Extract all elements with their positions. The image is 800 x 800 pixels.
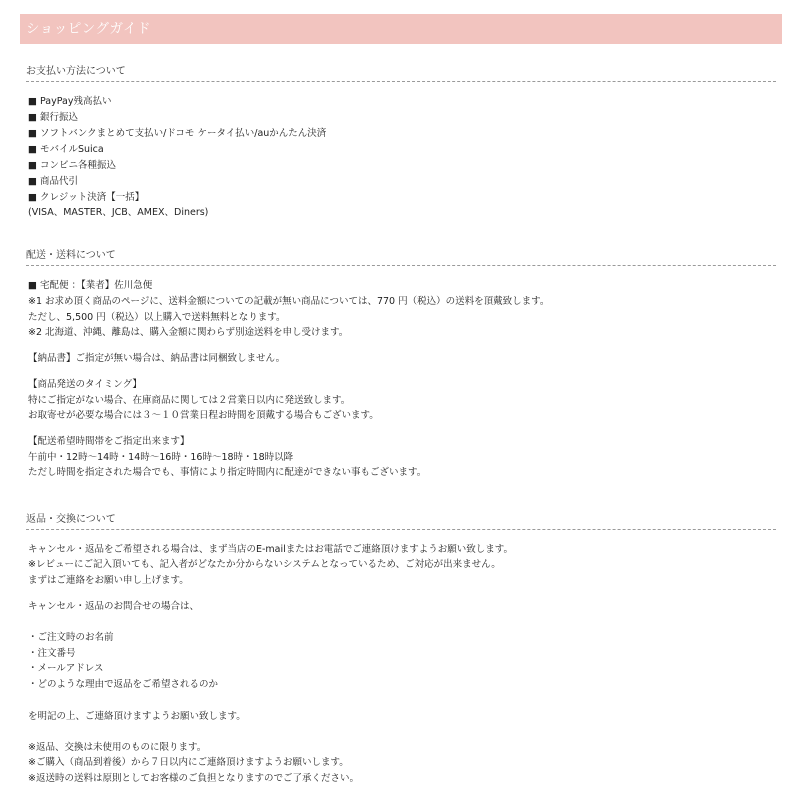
shipping-timing-order: お取寄せが必要な場合には３～１０営業日程お時間を頂戴する場合もございます。 xyxy=(28,410,379,421)
returns-note-7days: ※ご購入（商品到着後）から７日以内にご連絡頂けますようお願いします。 xyxy=(28,757,349,768)
returns-inquiry-intro: キャンセル・返品のお問合せの場合は、 xyxy=(28,601,200,612)
shipping-time-slots: 午前中・12時～14時・14時～16時・16時～18時・18時以降 xyxy=(28,452,294,463)
shipping-section-heading: 配送・送料について xyxy=(26,250,776,266)
payment-item-carrier: ■ ソフトバンクまとめて支払い/ドコモ ケータイ払い/auかんたん決済 xyxy=(28,128,327,139)
payment-item-paypay: ■ PayPay残高払い xyxy=(28,96,112,107)
payment-item-cod: ■ 商品代引 xyxy=(28,176,78,187)
returns-req-order-no: ・注文番号 xyxy=(28,648,76,659)
returns-req-email: ・メールアドレス xyxy=(28,663,104,674)
payment-item-konbini: ■ コンビニ各種振込 xyxy=(28,160,116,171)
shopping-guide-banner: ショッピングガイド xyxy=(20,14,782,44)
returns-req-name: ・ご注文時のお名前 xyxy=(28,632,114,643)
payment-item-credit: ■ クレジット決済【一括】 xyxy=(28,192,145,203)
shipping-note-free: ただし、5,500 円（税込）以上購入で送料無料となります。 xyxy=(28,312,286,323)
returns-note-shipping: ※返送時の送料は原則としてお客様のご負担となりますのでご了承ください。 xyxy=(28,773,359,784)
shipping-timing-stock: 特にご指定がない場合、在庫商品に関しては２営業日以内に発送致します。 xyxy=(28,395,351,406)
payment-item-suica: ■ モバイルSuica xyxy=(28,144,104,155)
shipping-note-fee: ※1 お求め頂く商品のページに、送料金額についての記載が無い商品については、770 円（税込）の送料を頂戴致します。 xyxy=(28,296,550,307)
shipping-time-title: 【配送希望時間帯をご指定出来ます】 xyxy=(28,436,190,447)
shipping-time-note: ただし時間を指定された場合でも、事情により指定時間内に配達ができない事もございます。 xyxy=(28,467,427,478)
returns-contact: キャンセル・返品をご希望される場合は、まず当店のE-mailまたはお電話でご連絡頂けますようお願い致します。 xyxy=(28,544,514,555)
returns-review-note: ※レビューにご記入頂いても、記入者がどなたか分からないシステムとなっているため、ご対応が出来ません。 xyxy=(28,559,501,570)
returns-request-close: を明記の上、ご連絡頂けますようお願い致します。 xyxy=(28,711,246,722)
shipping-invoice: 【納品書】ご指定が無い場合は、納品書は同梱致しません。 xyxy=(28,353,286,364)
payment-item-bank: ■ 銀行振込 xyxy=(28,112,78,123)
shipping-carrier: ■ 宅配便 ：【業者】佐川急便 xyxy=(28,280,153,291)
returns-req-reason: ・どのような理由で返品をご希望されるのか xyxy=(28,679,219,690)
payment-item-card-brands: (VISA、MASTER、JCB、AMEX、Diners) xyxy=(28,207,209,218)
shipping-note-remote: ※2 北海道、沖縄、離島は、購入金額に関わらず別途送料を申し受けます。 xyxy=(28,327,349,338)
returns-contact-first: まずはご連絡をお願い申し上げます。 xyxy=(28,575,189,586)
payment-section-heading: お支払い方法について xyxy=(26,66,776,82)
returns-section-heading: 返品・交換について xyxy=(26,514,776,530)
shipping-timing-title: 【商品発送のタイミング】 xyxy=(28,379,142,390)
returns-note-unused: ※返品、交換は未使用のものに限ります。 xyxy=(28,742,207,753)
